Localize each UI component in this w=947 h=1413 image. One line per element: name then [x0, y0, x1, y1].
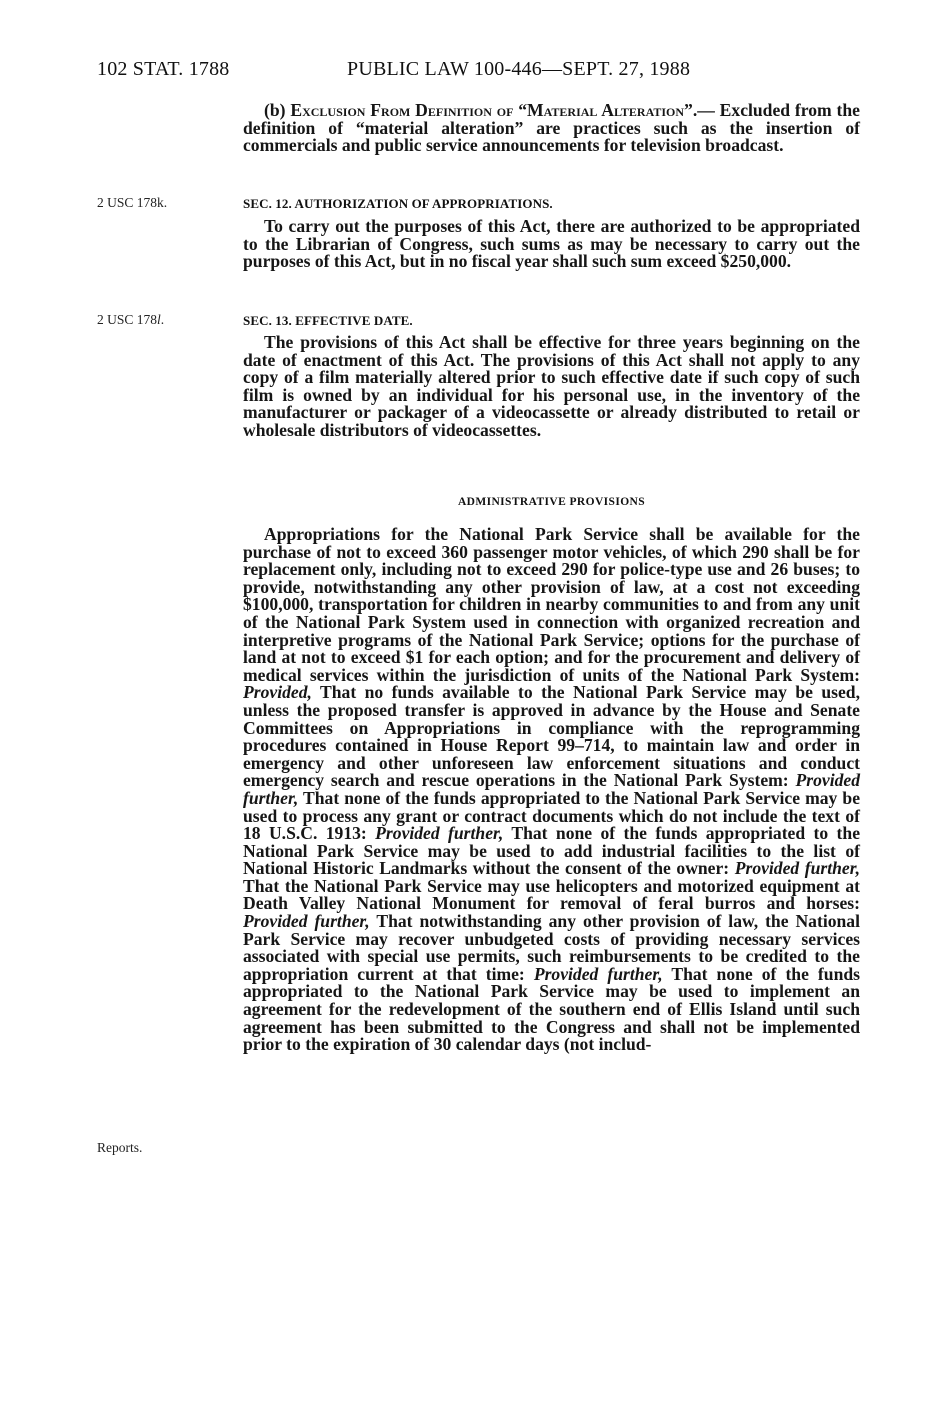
- section-13-heading: SEC. 13. EFFECTIVE DATE.: [243, 313, 413, 328]
- margin-note-178k: 2 USC 178k.: [97, 195, 168, 210]
- stat-page-number: 102 STAT. 1788: [97, 58, 230, 80]
- section-13-text: The provisions of this Act shall be effective for three years beginning on the date of enactment of this Act. The provisions of this Act shall not apply to any copy of a film materially altered prior to such effective date if such copy of such film is owned by an individual for his personal use, in the inventory of the manufacturer or packager of a videocassette or already distributed to retail or wholesale distributors of videocassettes.: [243, 332, 860, 440]
- paragraph-b: [243, 102, 860, 155]
- administrative-provisions-heading: ADMINISTRATIVE PROVISIONS: [457, 496, 646, 508]
- margin-note-reports: Reports.: [97, 1140, 143, 1155]
- page-header: [97, 58, 690, 81]
- administrative-provisions-body: [243, 526, 860, 1054]
- paragraph-b-label: (b): [264, 100, 286, 120]
- section-12-heading: SEC. 12. AUTHORIZATION OF APPROPRIATIONS.: [243, 196, 553, 211]
- paragraph-b-text: Excluded from the definition of “material alteration” are practices such as the insertion of commercials and public service announcements for television broadcast.: [243, 100, 860, 156]
- paragraph-b-heading: Exclusion From Definition of “Material Alteration”.—: [290, 100, 715, 120]
- section-12-body: [243, 218, 860, 271]
- section-12-text: To carry out the purposes of this Act, there are authorized to be appropriated to the Librarian of Congress, such sums as may be necessary to carry out the purposes of this Act, but in no fiscal year shall such sum exceed $250,000.: [243, 216, 860, 272]
- law-title: PUBLIC LAW 100-446—SEPT. 27, 1988: [347, 58, 691, 80]
- section-13-body: [243, 334, 860, 440]
- administrative-provisions-text: Appropriations for the National Park Service shall be available for the purchase of not to exceed 360 passenger motor vehicles, of which 290 shall be for replacement only, including not to exceed 290 for police-type use and 26 buses; to provide, notwithstanding any other provision of law, at a cost not exceeding $100,000, transportation for children in nearby communities to and from any unit of the National Park System used in connection with organized recreation and interpretive programs of the National Park Service; options for the purchase of land at not to exceed $1 for each option; and for the procurement and delivery of medical services within the jurisdiction of units of the National Park System: Provided, That no funds available to the National Park Service may be used, unless the proposed transfer is approved in advance by the House and Senate Committees on Appropriations in compliance with the reprogramming procedures contained in House Report 99–714, to maintain law and order in emergency and other unforeseen law enforcement situations and conduct emergency search and rescue operations in the National Park System: Provided further, That none of the funds appropriated to the National Park Service may be used to process any grant or contract documents which do not include the text of 18 U.S.C. 1913: Provided further, That none of the funds appropriated to the National Park Service may be used to add industrial facilities to the list of National Historic Landmarks without the consent of the owner: Provided further, That the National Park Service may use helicopters and motorized equipment at Death Valley National Monument for removal of feral burros and horses: Provided further, That notwithstanding any other provision of law, the National Park Service may recover unbudgeted costs of providing necessary services associated with special use permits, such reimbursements to be credited to the appropriation current at that time: Provided further, That none of the funds appropriated to the National Park Service may be used to implement an agreement for the redevelopment of the southern end of Ellis Island until such agreement has been submitted to the Congress and shall not be implemented prior to the expiration of 30 calendar days (not includ-: [243, 524, 861, 1055]
- margin-note-178l: 2 USC 178l.: [97, 312, 165, 327]
